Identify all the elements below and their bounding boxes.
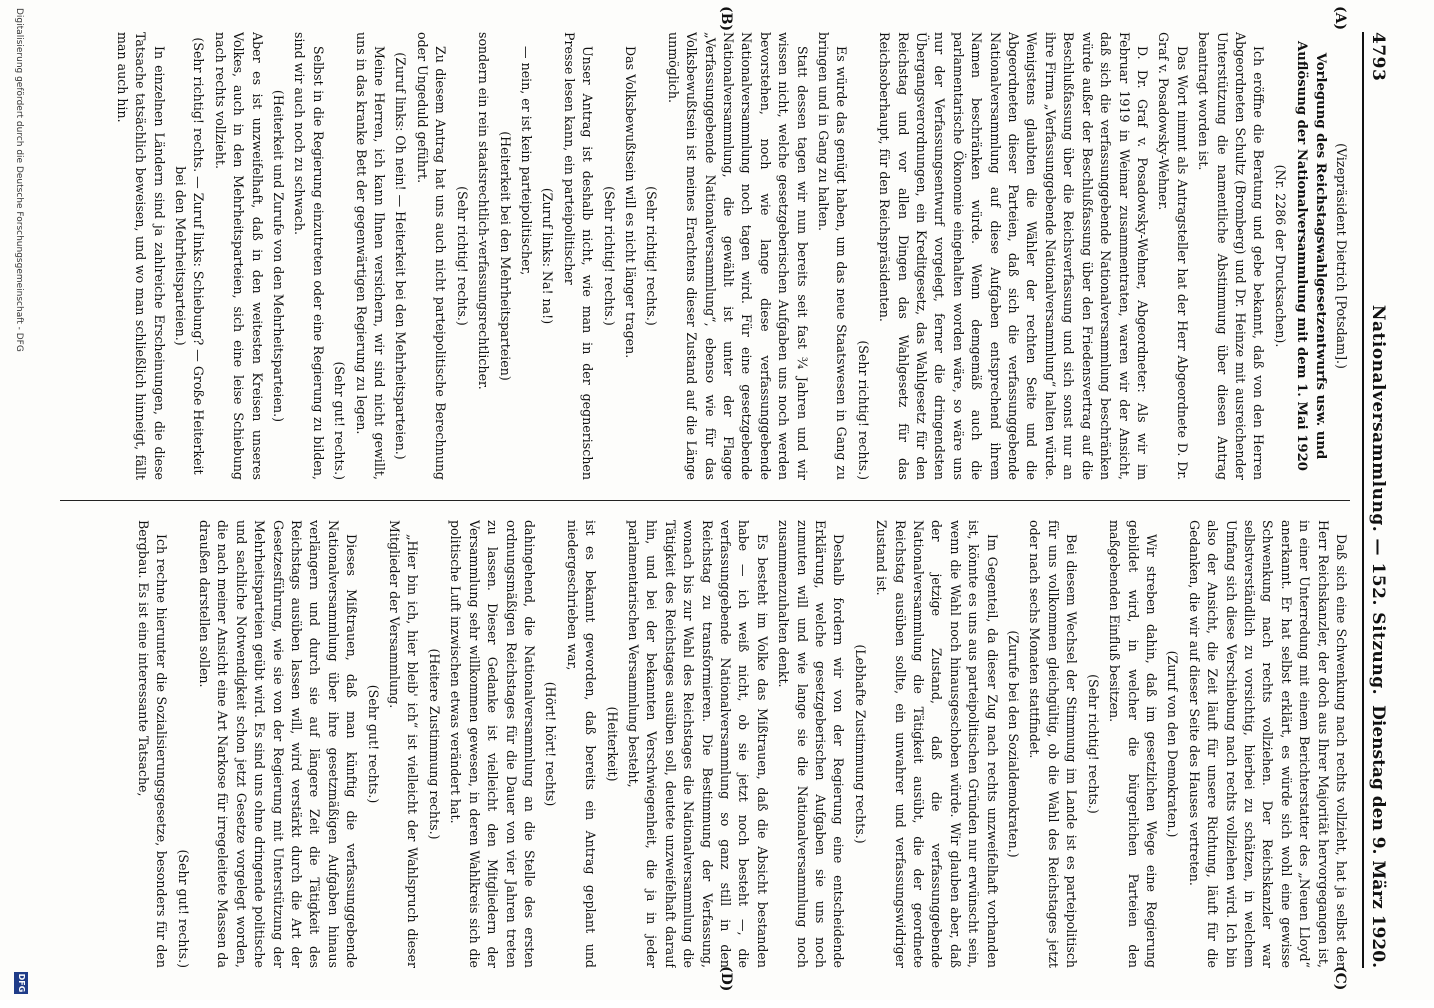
left-column-paragraph: (Heiterkeit bei den Mehrheitsparteien) — [497, 131, 513, 381]
right-column-paragraph: Ich rechne hierunter die Sozialisierungsgesetze, besonders für den Bergbau. Es ist eine interessante Tatsache, — [135, 520, 170, 968]
right-column-paragraph: (Sehr gut! rechts.) — [365, 684, 381, 804]
right-column-paragraph: (Sehr richtig! rechts.) — [1085, 674, 1101, 814]
left-column-paragraph: Das Volksbewußtsein will es nicht länger tragen. — [622, 46, 638, 359]
margin-marker-d: (D) — [718, 966, 734, 992]
left-column-paragraph: Es würde das genügt haben, um das neue Staatswesen in Gang zu bringen und in Gang zu halten. — [816, 32, 850, 480]
right-column-paragraph: dahingehend, die Nationalversammlung an die Stelle des ersten ordnungsmäßigen Reichstages für die Dauer von vier Jahren treten zu lassen. Dieser Gedanke ist vielleicht den Mitgliedern der Versammlung sehr willkommen gewesen, in deren Wahlkreis sich die politische Luft inzwischen etwas verändert hat. — [448, 520, 537, 968]
left-column-paragraph: (Sehr richtig! rechts.) — [601, 186, 617, 326]
left-column-paragraph: (Sehr gut! rechts.) — [332, 361, 348, 480]
right-column-paragraph: „Hier bin ich, hier bleib' ich“ ist vielleicht der Wahlspruch dieser Mitglieder der Versammlung. — [387, 520, 421, 968]
right-column-paragraph: (Zuruf von den Demokraten.) — [1165, 650, 1181, 838]
margin-marker-c: (C) — [1332, 966, 1348, 991]
right-column-paragraph: (Heitere Zustimmung rechts.) — [426, 648, 442, 840]
left-column-paragraph: (Heiterkeit und Zurufe von den Mehrheitsparteien.) — [271, 89, 287, 423]
right-column-paragraph: Es besteht im Volke das Mißtrauen, daß die Absicht bestanden habe — ich weiß nicht, ob sie jetzt noch besteht —, die verfassunggebende Nationalversammlung so ganz still in den Reichstag zu transformieren. Die Bestimmung der Verfassung, wonach bis zur Wahl des Reichstages die Nationalversammlung die Tätigkeit des Reichstages ausüben soll, deutete unzweifelhaft darauf hin, und bei der bekannten Verschwiegenheit, die ja in jeder parlamentarischen Versammlung besteht, — [625, 520, 770, 968]
right-column-paragraph: (Sehr gut! rechts.) — [175, 849, 191, 968]
left-column-paragraph: (Zuruf links: Oh nein! — Heiterkeit bei den Mehrheitsparteien.) — [393, 52, 409, 460]
right-column-paragraph: (Heiterkeit) — [604, 706, 620, 782]
dfg-logo: DFG — [14, 972, 28, 994]
right-column-paragraph: Im Gegenteil, da dieser Zug nach rechts unzweifelhaft vorhanden ist, könnte es uns aus parteipolitischen Gründen nur erwünscht sein, wenn die Wahl noch hinausgeschoben würde. Wir glauben aber, daß der jetzige Zustand, daß die verfassunggebende Nationalversammlung die Tätigkeit ausübt, die der geordnete Reichstag ausüben sollte, ein unwahrer und verfassungswidriger Zustand ist. — [874, 520, 1000, 968]
left-column-paragraph: In einzelnen Ländern sind ja zahlreiche Erscheinungen, die diese Tatsache tatsächlich beweisen, und wo man schließlich hinneigt, fällt man auch hin. — [114, 32, 167, 480]
left-column-paragraph: (Zuruf links: Na! na!) — [540, 187, 556, 325]
left-column-paragraph: (Vizepräsident Dietrich [Potsdam].) — [1334, 143, 1349, 369]
left-column-paragraph: (Sehr richtig! rechts. — Zuruf links: Schiebung? — Große Heiterkeit bei den Mehrheitsparteien.) — [173, 37, 207, 475]
right-text-column — [60, 520, 1350, 968]
left-column-paragraph: Ich eröffne die Beratung und gebe bekannt, daß von den Herren Abgeordneten Schultz (Bromberg) und Dr. Heinze mit ausreichender Unterstützung die namentliche Abstimmung über diesen Antrag beantragt worden ist. — [1196, 32, 1267, 480]
left-column-paragraph: Vorlegung des Reichstagswahlgesetzentwurfs usw. und Auflösung der Nationalversammlung mit dem 1. Mai 1920 — [1294, 41, 1328, 471]
session-date: Dienstag den 9. März 1920. — [1368, 705, 1388, 968]
margin-marker-a: (A) — [1332, 6, 1348, 31]
right-column-paragraph: Dieses Mißtrauen, daß man künftig die verfassunggebende Nationalversammlung über ihre gesetzmäßigen Aufgaben hinaus verlängern und durch sie auf längere Zeit die Tätigkeit des Reichstags ausüben lassen will, wird verstärkt durch die Art der Gesetzesführung, wie sie von der Regierung mit Unterstützung der Mehrheitsparteien geübt wird. Es sind uns ohne dringende politische und sachliche Notwendigkeit schon jetzt Gesetze vorgelegt worden, die nach meiner Ansicht eine Art Narkose für irregeleitete Massen da draußen darstellen sollen. — [197, 520, 360, 968]
left-column-paragraph: Statt dessen tagen wir nun bereits seit fast ¾ Jahren und wir wissen nicht, welche gesetzgeberischen Aufgaben uns noch werden bevorstehen, noch wie lange diese verfassunggebende Nationalversammlung noch tagen wird. Für eine gesetzgebende Nationalversammlung, die gewählt ist unter der Flagge „Verfassunggebende Nationalversammlung“, ebenso wie für das Volksbewußtsein ist meines Erachtens dieser Zustand auf die Länge unmöglich. — [665, 32, 810, 480]
left-column-paragraph: — nein, er ist kein parteipolitischer, — [518, 46, 534, 276]
digitization-note: Digitalisierung gefördert durch die Deutsche Forschungsgemeinschaft - DFG — [14, 8, 24, 352]
right-column-paragraph: Deshalb fordern wir von der Regierung eine entscheidende Erklärung, welche gesetzgeberischen Aufgaben sie uns noch zumuten will und wie lange sie die Nationalversammlung noch zusammenzuhalten denkt. — [776, 520, 847, 968]
left-column-paragraph: Zu diesem Antrag hat uns auch nicht parteipolitische Berechnung oder Ungeduld geführt. — [414, 32, 449, 480]
left-column-paragraph: Aber es ist unzweifelhaft, daß in den weitesten Kreisen unseres Volkes, auch in den Mehrheitsparteien, sich eine leise Schiebung nach rechts vollzieht. — [212, 32, 265, 480]
right-column-paragraph: (Zurufe bei den Sozialdemokraten.) — [1006, 630, 1022, 858]
right-column-paragraph: Daß sich eine Schwenkung nach rechts vollzieht, hat ja selbst der Herr Reichskanzler, der doch aus Ihrer Majorität hervorgegangen ist, in einer Unterredung mit einem Berichterstatter des „Neuen Lloyd“ anerkannt. Er hat selbst erklärt, es würde sich wohl eine gewisse Schwenkung nach rechts vollziehen. Der Reichskanzler war selbstverständlich zu vorsichtig, hierbei zu schätzen, in welchem Umfang sich diese Verschiebung nach rechts vollziehen wird. Ich bin also der Ansicht, die Zeit läuft für unsere Richtung, läuft für die Gedanken, die wir auf dieser Seite des Hauses vertreten. — [1186, 520, 1349, 968]
left-column-paragraph: Selbst in die Regierung einzutreten oder eine Regierung zu bilden, sind wir auch noch zu schwach. — [292, 32, 326, 480]
page-header — [1362, 32, 1398, 968]
page-title: Nationalversammlung. — 152. Sitzung. — [1368, 304, 1388, 696]
left-column-paragraph: D. Dr. Graf v. Posadowsky-Wehner, Abgeordneter: Als wir im Februar 1919 in Weimar zusammentraten, waren wir der Ansicht, daß sich die verfassunggebende Nationalversammlung beschränken würde außer der Beschlußfassung über den Friedensvertrag auf die Beschlußfassung über die Reichsverfassung und sich sonst nur an ihre Firma „Verfassunggebende Nationalversammlung“ halten würde. Wenigstens glaubten die Wähler der rechten Seite und die Abgeordneten dieser Parteien, daß sich die verfassunggebende Nationalversammlung auf diese Aufgaben entsprechend ihrem Namen beschränken würde. Wenn demgemäß auch die parlamentarische Ökonomie eingehalten worden wäre, so wäre uns nur der Verfassungsentwurf vorgelegt, ferner die dringendsten Übergangsverordnungen, ein Kreditgesetz, das Wahlgesetz für den Reichstag und vor allen Dingen das Wahlgesetz für das Reichsoberhaupt, für den Reichspräsidenten. — [877, 32, 1150, 480]
column-divider — [60, 500, 1350, 501]
left-column-paragraph: (Sehr richtig! rechts.) — [454, 186, 470, 326]
left-column-paragraph: (Sehr richtig! rechts.) — [644, 186, 660, 326]
left-column-paragraph: (Nr. 2286 der Drucksachen). — [1272, 164, 1288, 348]
left-column-paragraph: sondern ein rein staatsrechtlich-verfassungsrechtlicher. — [476, 32, 492, 390]
margin-marker-b: (B) — [718, 6, 734, 32]
left-text-column — [60, 32, 1350, 480]
right-column-paragraph: Bei diesem Wechsel der Stimmung im Lande ist es parteipolitisch für uns vollkommen gleichgültig, ob die Wahl des Reichstages jetzt oder nach sechs Monaten stattfindet. — [1027, 520, 1080, 968]
left-column-paragraph: Meine Herren, ich kann Ihnen versichern, wir sind nicht gewillt, uns in das kranke Bett der gegenwärtigen Regierung zu legen. — [353, 32, 388, 480]
page-number: 4793 — [1368, 32, 1388, 82]
right-column-paragraph: Wir streben dahin, daß im gesetzlichen Wege eine Regierung gebildet wird, in welcher die bürgerlichen Parteien den maßgebenden Einfluß besitzen. — [1107, 520, 1159, 968]
right-column-paragraph: (Hört! hört! rechts) — [543, 681, 559, 807]
left-column-paragraph: Unser Antrag ist deshalb nicht, wie man in der gegnerischen Presse lesen kann, ein parteipolitischer — [561, 32, 596, 480]
left-column-paragraph: (Sehr richtig! rechts.) — [855, 340, 871, 480]
left-column-paragraph: Das Wort nimmt als Antragsteller hat der Herr Abgeordnete D. Dr. Graf v. Posadowsky-Wehner. — [1156, 32, 1190, 480]
right-column-paragraph: ist es bekannt geworden, daß bereits ein Antrag geplant und niedergeschrieben war, — [564, 520, 599, 968]
right-column-paragraph: (Lebhafte Zustimmung rechts.) — [852, 644, 868, 844]
